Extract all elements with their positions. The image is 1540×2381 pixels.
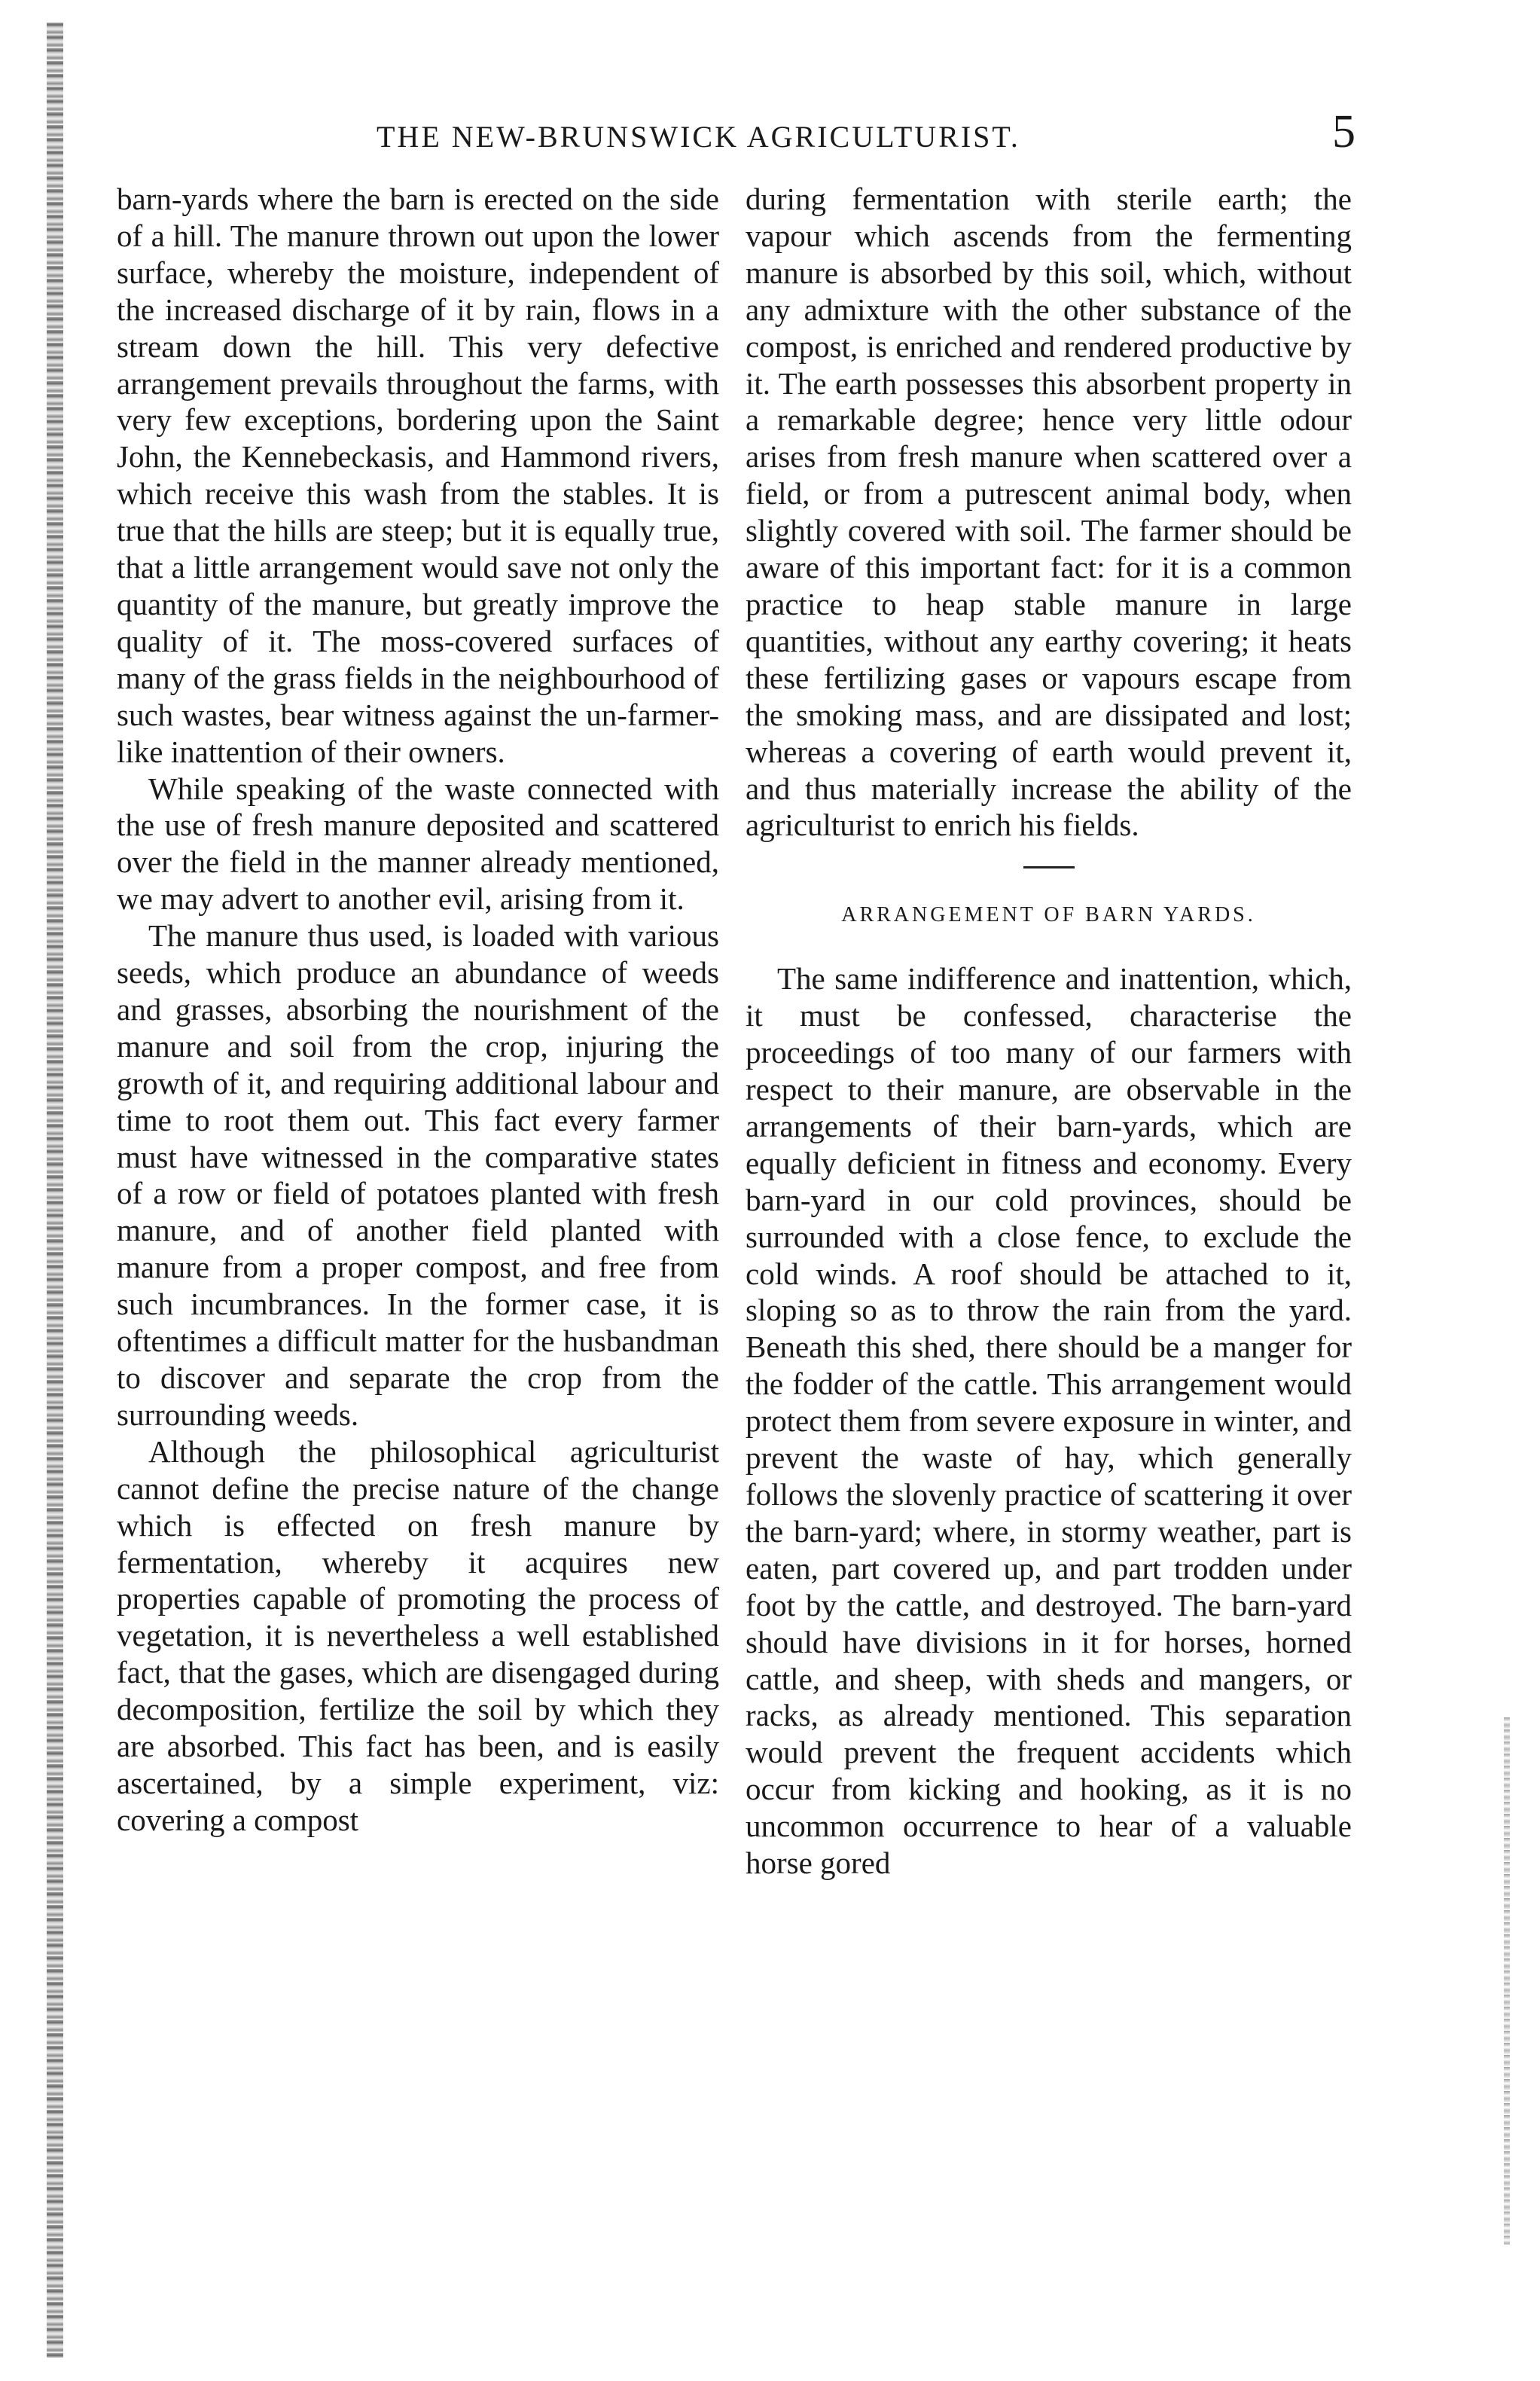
- paragraph: barn-yards where the barn is erected on the side of a hill. The manure thrown out upon the lower surface, whereby the moisture, independent of the increased discharge of it by rain, flows in a stream down the hill. This very defective arrangement prevails throughout the farms, with very few exceptions, bordering upon the Saint John, the Kennebeckasis, and Hammond rivers, which receive this wash from the stables. It is true that the hills are steep; but it is equally true, that a little arrangement would save not only the quantity of the manure, but greatly improve the quality of it. The moss-covered surfaces of many of the grass fields in the neighbourhood of such wastes, bear witness against the un-farmer-like inattention of their owners.: [117, 182, 719, 769]
- paragraph: Although the philosophical agriculturist cannot define the precise nature of the change which is effected on fresh manure by fermentation, whereby it acquires new properties capable of promoting the process of vegetation, it is nevertheless a well established fact, that the gases, which are disengaged during decomposition, fertilize the soil by which they are absorbed. This fact has been, and is easily ascertained, by a simple experiment, viz: covering a compost: [117, 1433, 719, 1837]
- scan-right-edge: [1504, 1717, 1510, 2245]
- page-number: 5: [1332, 106, 1356, 157]
- section-divider: [1023, 866, 1075, 868]
- running-title: THE NEW-BRUNSWICK AGRICULTURIST.: [377, 120, 1020, 154]
- page-header: [105, 106, 1356, 166]
- paragraph: While speaking of the waste connected with the use of fresh manure deposited and scattered over the field in the manner already mentioned, we may advert to another evil, arising from it.: [117, 771, 719, 917]
- section-paragraph: The same indifference and inattention, which, it must be confessed, characterise the proceedings of too many of our farmers with respect to their manure, are observable in the arrangements of their barn-yards, which are equally deficient in fitness and economy. Every barn-yard in our cold provinces, should be surrounded with a close fence, to exclude the cold winds. A roof should be attached to it, sloping so as to throw the rain from the yard. Beneath this shed, there should be a manger for the fodder of the cattle. This arrangement would protect them from severe exposure in winter, and prevent the waste of hay, which generally follows the slovenly practice of scattering it over the barn-yard; where, in stormy weather, part is eaten, part covered up, and part trodden under foot by the cattle, and destroyed. The barn-yard should have divisions in it for horses, horned cattle, and sheep, with sheds and mangers, or racks, as already mentioned. This separation would prevent the frequent accidents which occur from kicking and hooking, as it is no uncommon occurrence to hear of a valuable horse gored: [746, 961, 1352, 1881]
- right-column: [746, 181, 1352, 1882]
- section-heading: ARRANGEMENT OF BARN YARDS.: [841, 903, 1256, 927]
- paragraph: The manure thus used, is loaded with various seeds, which produce an abundance of weeds and grasses, absorbing the nourishment of the manure and soil from the crop, injuring the growth of it, and requiring additional labour and time to root them out. This fact every farmer must have witnessed in the comparative states of a row or field of potatoes planted with fresh manure, and of another field planted with manure from a proper compost, and free from such incumbrances. In the former case, it is oftentimes a difficult matter for the husbandman to discover and separate the crop from the surrounding weeds.: [117, 918, 719, 1432]
- paragraph-continuation: during fermentation with sterile earth; the vapour which ascends from the fermenting manure is absorbed by this soil, which, without any admixture with the other substance of the compost, is enriched and rendered productive by it. The earth possesses this absorbent property in a remarkable degree; hence very little odour arises from fresh manure when scattered over a field, or from a putrescent animal body, when slightly covered with soil. The farmer should be aware of this important fact: for it is a common practice to heap stable manure in large quantities, without any earthy covering; it heats these fertilizing gases or vapours escape from the smoking mass, and are dissipated and lost; whereas a covering of earth would prevent it, and thus materially increase the ability of the agriculturist to enrich his fields.: [746, 182, 1352, 843]
- left-column: [117, 181, 719, 1839]
- scan-binding-edge: [47, 23, 63, 2358]
